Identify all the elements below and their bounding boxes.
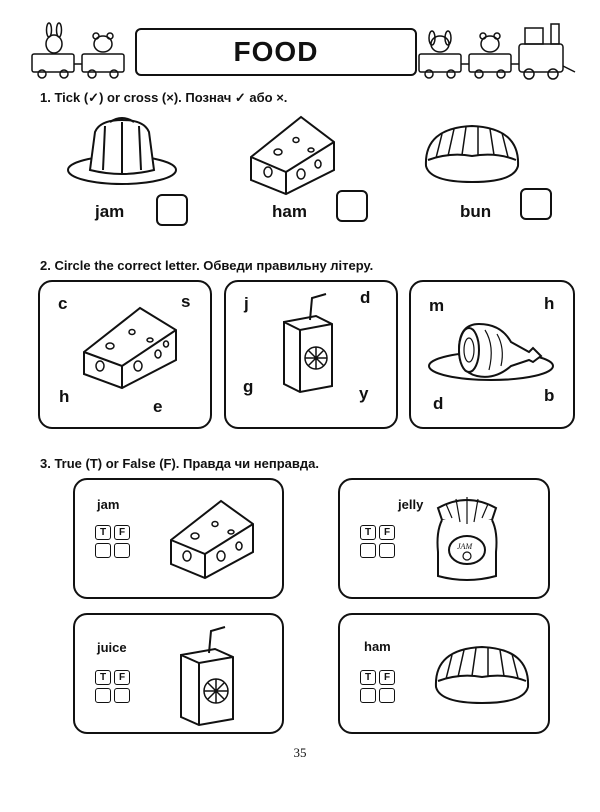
true-answer-box[interactable] <box>95 543 111 558</box>
letter-card-ham <box>409 280 575 429</box>
letter-option-m[interactable]: m <box>429 296 445 315</box>
true-box[interactable]: T <box>95 525 111 540</box>
false-box[interactable]: F <box>379 670 395 685</box>
letter-option-e[interactable]: e <box>153 397 163 416</box>
train-decoration-left <box>12 22 132 80</box>
juice-box-picture <box>276 294 346 394</box>
section1-word-jam: jam <box>95 202 125 221</box>
tf-card-jelly <box>338 478 550 599</box>
section1-answer-box-bun[interactable] <box>520 188 552 220</box>
true-box[interactable]: T <box>95 670 111 685</box>
cheese-picture <box>246 112 341 197</box>
true-answer-box[interactable] <box>95 688 111 703</box>
juice-box-picture <box>175 625 247 727</box>
page-title: FOOD <box>135 28 417 76</box>
tf-card-ham <box>338 613 550 734</box>
train-decoration-right <box>415 18 585 80</box>
letter-option-y[interactable]: y <box>359 384 369 403</box>
letter-option-b[interactable]: b <box>544 386 555 405</box>
letter-option-h[interactable]: h <box>59 387 70 406</box>
section1-word-bun: bun <box>460 202 492 221</box>
letter-option-d[interactable]: d <box>433 394 444 413</box>
true-answer-box[interactable] <box>360 543 376 558</box>
section1-instruction: 1. Tick (✓) or cross (×). Познач ✓ або ×. <box>40 90 288 105</box>
section1-answer-box-ham[interactable] <box>336 190 368 222</box>
true-box[interactable]: T <box>360 670 376 685</box>
letter-card-juice <box>224 280 398 429</box>
section1-word-ham: ham <box>272 202 307 221</box>
false-box[interactable]: F <box>114 525 130 540</box>
cheese-picture <box>167 496 259 581</box>
cheese-picture <box>80 302 180 392</box>
ham-picture <box>425 316 559 388</box>
tf-card-word: jam <box>97 497 120 512</box>
tf-card-word: jelly <box>398 497 424 512</box>
false-answer-box[interactable] <box>379 543 395 558</box>
jam-jar-picture <box>432 492 502 587</box>
section1-answer-box-jam[interactable] <box>156 194 188 226</box>
page-number: 35 <box>293 745 307 760</box>
section3-instruction: 3. True (T) or False (F). Правда чи неправда. <box>40 456 319 471</box>
jelly-dessert-picture <box>65 112 180 192</box>
letter-option-g[interactable]: g <box>243 377 254 396</box>
false-answer-box[interactable] <box>114 543 130 558</box>
false-answer-box[interactable] <box>379 688 395 703</box>
true-answer-box[interactable] <box>360 688 376 703</box>
false-answer-box[interactable] <box>114 688 130 703</box>
letter-option-j[interactable]: j <box>244 294 249 313</box>
letter-option-d[interactable]: d <box>360 288 371 307</box>
letter-option-h[interactable]: h <box>544 294 555 313</box>
bun-picture <box>430 641 536 711</box>
false-box[interactable]: F <box>379 525 395 540</box>
true-box[interactable]: T <box>360 525 376 540</box>
letter-option-s[interactable]: s <box>181 292 191 311</box>
letter-card-cheese <box>38 280 212 429</box>
letter-option-c[interactable]: c <box>58 294 68 313</box>
tf-card-juice <box>73 613 284 734</box>
jam-jar-label: JAM <box>457 542 473 551</box>
section2-instruction: 2. Circle the correct letter. Обведи правильну літеру. <box>40 258 374 273</box>
tf-card-jam <box>73 478 284 599</box>
false-box[interactable]: F <box>114 670 130 685</box>
tf-card-word: juice <box>97 640 127 655</box>
tf-card-word: ham <box>364 639 391 654</box>
bun-picture <box>420 120 525 190</box>
